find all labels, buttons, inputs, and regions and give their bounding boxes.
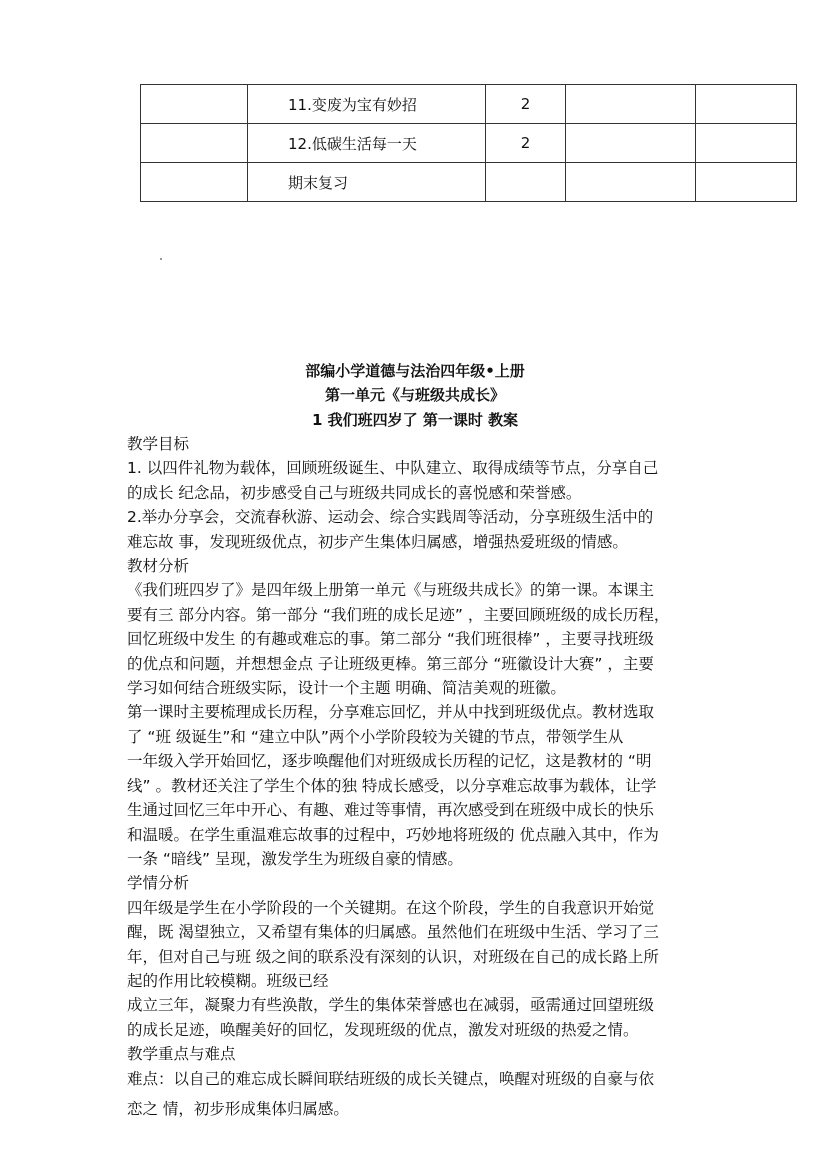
table-cell-c4: [566, 163, 696, 202]
text-line: 的成长足迹，唤醒美好的回忆，发现班级的优点，激发对班级的热爱之情。: [127, 1020, 639, 1039]
table-cell-hours: [486, 163, 566, 202]
text-line: 了 “班 级诞生”和 “建立中队”两个小学阶段较为关键的节点，带领学生从: [127, 727, 624, 746]
doc-title-series: 部编小学道德与法治四年级•上册: [305, 362, 525, 380]
table-row: [141, 85, 797, 124]
table-cell-c5: [696, 163, 797, 202]
text-line: 的优点和问题，并想想金点 子让班级更棒。第三部分 “班徽设计大赛” ，主要: [127, 654, 654, 673]
text-line: 成立三年，凝聚力有些涣散，学生的集体荣誉感也在减弱，亟需通过回望班级: [127, 996, 655, 1015]
text-line: 的成长 纪念品，初步感受自己与班级共同成长的喜悦感和荣誉感。: [127, 483, 582, 502]
table-cell-lesson: 12.低碳生活每一天: [248, 124, 486, 163]
table-cell-c4: [566, 124, 696, 163]
table-cell-c5: [696, 124, 797, 163]
table-cell-c5: [696, 85, 797, 124]
table-cell-name: [141, 85, 248, 124]
table-cell-hours: 2: [486, 85, 566, 124]
text-line: 恋之 情，初步形成集体归属感。: [127, 1099, 349, 1118]
text-line: 难点：以自己的难忘成长瞬间联结班级的成长关键点，唤醒对班级的自豪与依: [127, 1069, 655, 1088]
text-line: 要有三 部分内容。第一部分 “我们班的成长足迹” ，主要回顾班级的成长历程，: [127, 605, 670, 624]
text-line: 醒，既 渴望独立，又希望有集体的归属感。虽然他们在班级中生活、学习了三: [127, 923, 659, 942]
stray-dot: [160, 258, 162, 260]
text-line: 和温暖。在学生重温难忘故事的过程中，巧妙地将班级的 优点融入其中，作为: [127, 825, 659, 844]
text-line: 起的作用比较模糊。班级已经: [127, 971, 329, 990]
doc-title-unit: 第一单元《与班级共成长》: [324, 386, 505, 404]
text-line: 回忆班级中发生 的有趣或难忘的事。第二部分 “我们班很棒” ，主要寻找班级: [127, 630, 654, 649]
text-line: 学习如何结合班级实际，设计一个主题 明确、简洁美观的班徽。: [127, 679, 566, 698]
table-cell-lesson: 期末复习: [248, 163, 486, 202]
table-row: [141, 124, 797, 163]
doc-title-lesson: 1 我们班四岁了 第一课时 教案: [311, 411, 519, 429]
table-row: [141, 163, 797, 202]
text-line: 学情分析: [127, 874, 190, 893]
lesson-plan-body: [127, 432, 670, 1121]
text-line: 1. 以四件礼物为载体，回顾班级诞生、中队建立、取得成绩等节点，分享自己: [127, 459, 659, 478]
table-cell-c4: [566, 85, 696, 124]
text-line: 一年级入学开始回忆，逐步唤醒他们对班级成长历程的记忆，这是教材的 “明: [127, 752, 652, 771]
table-cell-name: [141, 124, 248, 163]
table-cell-name: [141, 163, 248, 202]
text-line: 教学重点与难点: [127, 1045, 236, 1064]
text-line: 难忘故 事，发现班级优点，初步产生集体归属感，增强热爱班级的情感。: [127, 532, 628, 551]
text-line: 《我们班四岁了》是四年级上册第一单元《与班级共成长》的第一课。本课主: [127, 581, 655, 600]
text-line: 四年级是学生在小学阶段的一个关键期。在这个阶段，学生的自我意识开始觉: [127, 898, 655, 917]
text-line: 第一课时主要梳理成长历程，分享难忘回忆，并从中找到班级优点。教材选取: [127, 703, 655, 722]
table-cell-lesson: 11.变废为宝有妙招: [248, 85, 486, 124]
schedule-table: [140, 84, 797, 202]
text-line: 线” 。教材还关注了学生个体的独 特成长感受，以分享难忘故事为载体，让学: [127, 776, 657, 795]
text-line: 一条 “暗线” 呈现，激发学生为班级自豪的情感。: [127, 849, 463, 868]
text-line: 教学目标: [127, 435, 190, 453]
text-line: 年，但对自己与班 级之间的联系没有深刻的认识，对班级在自己的成长路上所: [127, 947, 659, 966]
table-cell-hours: 2: [486, 124, 566, 163]
text-line: 2.举办分享会，交流春秋游、运动会、综合实践周等活动，分享班级生活中的: [127, 508, 654, 527]
text-line: 教材分析: [127, 557, 190, 576]
text-line: 生通过回忆三年中开心、有趣、难过等事情，再次感受到在班级中成长的快乐: [127, 801, 655, 820]
